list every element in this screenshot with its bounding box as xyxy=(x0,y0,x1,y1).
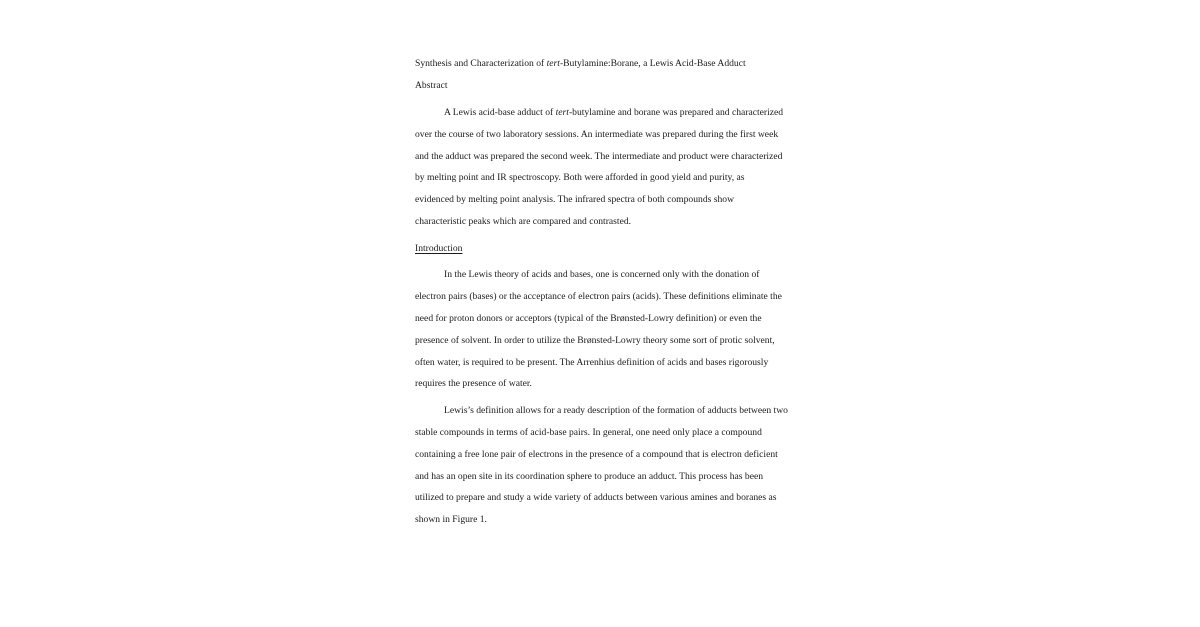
intro-p1-line-3: need for proton donors or acceptors (typical of the Brønsted-Lowry definition) or even the xyxy=(415,312,762,324)
abstract-first-pre: A Lewis acid-base adduct of xyxy=(444,106,556,118)
intro-p2-line-3: containing a free lone pair of electrons in the presence of a compound that is electron deficient xyxy=(415,448,778,460)
intro-p2-line-5: utilized to prepare and study a wide variety of adducts between various amines and boranes as xyxy=(415,492,777,504)
abstract-first-italic: tert xyxy=(555,106,569,118)
abstract-line-1 xyxy=(415,102,790,124)
abstract-line-2: over the course of two laboratory sessions. An intermediate was prepared during the first week xyxy=(415,128,779,140)
abstract-heading: Abstract xyxy=(415,80,448,92)
intro-p1-line-2: electron pairs (bases) or the acceptance of electron pairs (acids). These definitions eliminate the xyxy=(415,290,782,302)
introduction-heading xyxy=(415,238,790,260)
introduction-heading-text: Introduction xyxy=(415,242,463,254)
intro-p2-line-6: shown in Figure 1. xyxy=(415,514,487,526)
document-page xyxy=(415,53,790,531)
intro-p2-line-4: and has an open site in its coordination sphere to produce an adduct. This process has been xyxy=(415,470,764,482)
title-post: -Butylamine:Borane, a Lewis Acid-Base Adduct xyxy=(559,58,746,69)
intro-p1-line-6: requires the presence of water. xyxy=(415,378,532,390)
paper-title xyxy=(415,53,790,75)
title-pre: Synthesis and Characterization of xyxy=(415,58,547,69)
intro-p2-line-2: stable compounds in terms of acid-base pairs. In general, one need only place a compound xyxy=(415,426,762,438)
intro-p1-line-4: presence of solvent. In order to utilize the Brønsted-Lowry theory some sort of protic solvent, xyxy=(415,334,775,346)
title-italic: tert xyxy=(546,58,560,69)
abstract-line-6: characteristic peaks which are compared and contrasted. xyxy=(415,216,632,228)
intro-p1-line-5: often water, is required to be present. The Arrenhius definition of acids and bases rigorously xyxy=(415,356,769,368)
abstract-line-5: evidenced by melting point analysis. The infrared spectra of both compounds show xyxy=(415,194,735,206)
intro-p2-line-1: Lewis’s definition allows for a ready description of the formation of adducts between two xyxy=(444,404,788,416)
abstract-first-post: -butylamine and borane was prepared and characterized xyxy=(568,106,784,118)
intro-p1-line-1: In the Lewis theory of acids and bases, one is concerned only with the donation of xyxy=(444,269,760,281)
abstract-line-4: by melting point and IR spectroscopy. Both were afforded in good yield and purity, as xyxy=(415,172,745,184)
abstract-line-3: and the adduct was prepared the second week. The intermediate and product were characterized xyxy=(415,150,783,162)
